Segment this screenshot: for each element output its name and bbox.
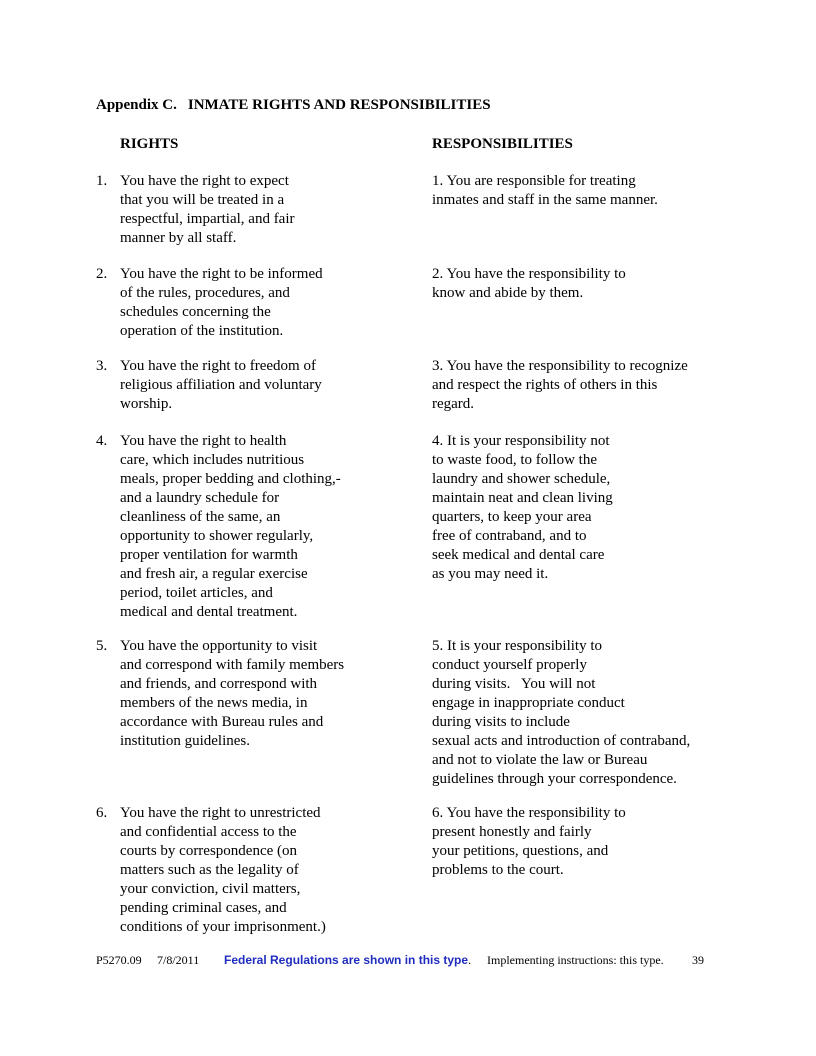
right-text: [120, 637, 420, 751]
responsibility-text-line: maintain neat and clean living: [432, 490, 613, 506]
right-text-line: You have the right to health: [120, 433, 287, 449]
right-text-line: meals, proper bedding and clothing,-: [120, 471, 341, 487]
responsibility-text-line: problems to the court.: [432, 862, 564, 878]
right-text: [120, 265, 420, 341]
right-text-line: proper ventilation for warmth: [120, 547, 298, 563]
right-text-line: and friends, and correspond with: [120, 676, 318, 692]
page-number: 39: [692, 953, 704, 967]
responsibility-text-line: 5. It is your responsibility to: [432, 638, 602, 654]
responsibility-text-line: seek medical and dental care: [432, 547, 605, 563]
right-text-line: your conviction, civil matters,: [120, 881, 301, 897]
responsibility-text: [432, 265, 732, 303]
responsibility-text-line: sexual acts and introduction of contraband,: [432, 733, 691, 749]
page-heading: [96, 96, 491, 115]
appendix-label: Appendix C.: [96, 97, 177, 113]
responsibility-text-line: inmates and staff in the same manner.: [432, 192, 658, 208]
right-text: [120, 804, 420, 937]
right-text-line: that you will be treated in a: [120, 192, 285, 208]
right-text-line: accordance with Bureau rules and: [120, 714, 324, 730]
right-text-line: matters such as the legality of: [120, 862, 299, 878]
responsibility-text-line: and not to violate the law or Bureau: [432, 752, 648, 768]
right-text-line: and fresh air, a regular exercise: [120, 566, 308, 582]
right-text-line: You have the opportunity to visit: [120, 638, 318, 654]
right-text-line: medical and dental treatment.: [120, 604, 298, 620]
page-footer: [0, 952, 816, 968]
right-text: [120, 432, 420, 622]
responsibility-text-line: engage in inappropriate conduct: [432, 695, 625, 711]
item-number: 1.: [96, 173, 108, 189]
responsibility-text: [432, 432, 732, 584]
item-number: 3.: [96, 358, 108, 374]
right-text-line: period, toilet articles, and: [120, 585, 273, 601]
right-text-line: You have the right to expect: [120, 173, 289, 189]
responsibility-text-line: 4. It is your responsibility not: [432, 433, 610, 449]
right-text-line: respectful, impartial, and fair: [120, 211, 295, 227]
right-text-line: You have the right to unrestricted: [120, 805, 321, 821]
responsibility-text: [432, 804, 732, 880]
footer-federal-regs-note: Federal Regulations are shown in this type.: [224, 953, 472, 967]
right-text-line: courts by correspondence (on: [120, 843, 298, 859]
item-number: 4.: [96, 433, 108, 449]
responsibility-text-line: laundry and shower schedule,: [432, 471, 611, 487]
appendix-title: INMATE RIGHTS AND RESPONSIBILITIES: [187, 97, 491, 113]
responsibility-text-line: 2. You have the responsibility to: [432, 266, 626, 282]
right-text-line: of the rules, procedures, and: [120, 285, 290, 301]
responsibility-text: [432, 637, 732, 789]
right-text: [120, 172, 420, 248]
right-text-line: and correspond with family members: [120, 657, 345, 673]
responsibility-text-line: as you may need it.: [432, 566, 549, 582]
footer-date: 7/8/2011: [157, 953, 200, 967]
rights-column-heading: RIGHTS: [120, 136, 179, 152]
footer-policy-code: P5270.09: [96, 953, 142, 967]
responsibility-text-line: guidelines through your correspondence.: [432, 771, 677, 787]
responsibility-text-line: 6. You have the responsibility to: [432, 805, 626, 821]
right-text-line: members of the news media, in: [120, 695, 308, 711]
responsibility-text-line: present honestly and fairly: [432, 824, 592, 840]
right-text-line: You have the right to freedom of: [120, 358, 316, 374]
responsibility-text-line: regard.: [432, 396, 475, 412]
responsibility-text-line: free of contraband, and to: [432, 528, 587, 544]
right-text-line: institution guidelines.: [120, 733, 250, 749]
right-text: [120, 357, 420, 414]
right-text-line: You have the right to be informed: [120, 266, 323, 282]
responsibility-text-line: and respect the rights of others in this: [432, 377, 658, 393]
responsibility-text-line: to waste food, to follow the: [432, 452, 597, 468]
right-text-line: pending criminal cases, and: [120, 900, 287, 916]
right-text-line: operation of the institution.: [120, 323, 284, 339]
responsibility-text: [432, 172, 732, 210]
right-text-line: manner by all staff.: [120, 230, 237, 246]
footer-implementing-note: Implementing instructions: this type.: [487, 953, 664, 967]
responsibility-text-line: during visits. You will not: [432, 676, 596, 692]
right-text-line: and confidential access to the: [120, 824, 297, 840]
right-text-line: worship.: [120, 396, 173, 412]
responsibility-text-line: know and abide by them.: [432, 285, 584, 301]
right-text-line: conditions of your imprisonment.): [120, 919, 326, 935]
responsibility-text-line: 3. You have the responsibility to recognize: [432, 358, 688, 374]
responsibility-text-line: conduct yourself properly: [432, 657, 587, 673]
responsibility-text-line: 1. You are responsible for treating: [432, 173, 636, 189]
responsibilities-column-heading: RESPONSIBILITIES: [432, 136, 573, 152]
responsibility-text-line: during visits to include: [432, 714, 570, 730]
right-text-line: opportunity to shower regularly,: [120, 528, 314, 544]
right-text-line: cleanliness of the same, an: [120, 509, 281, 525]
responsibility-text-line: your petitions, questions, and: [432, 843, 609, 859]
item-number: 6.: [96, 805, 108, 821]
right-text-line: care, which includes nutritious: [120, 452, 305, 468]
responsibility-text: [432, 357, 732, 414]
item-number: 2.: [96, 266, 108, 282]
responsibility-text-line: quarters, to keep your area: [432, 509, 592, 525]
right-text-line: and a laundry schedule for: [120, 490, 280, 506]
right-text-line: schedules concerning the: [120, 304, 271, 320]
item-number: 5.: [96, 638, 108, 654]
right-text-line: religious affiliation and voluntary: [120, 377, 322, 393]
